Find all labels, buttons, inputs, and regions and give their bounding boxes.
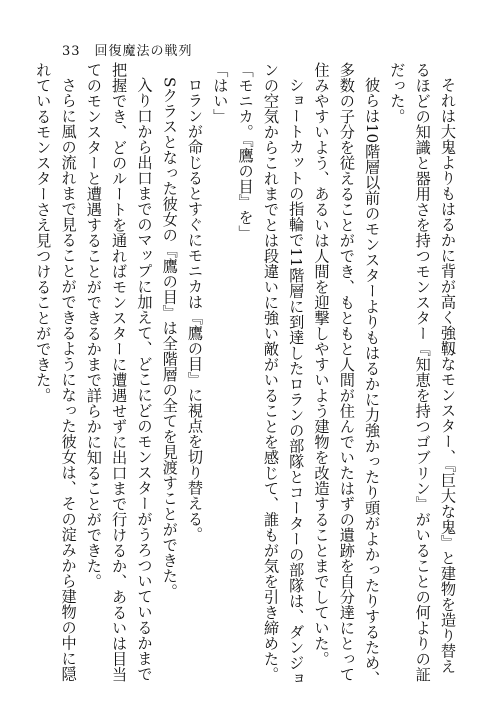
text-line: 「はい」 bbox=[211, 62, 230, 124]
text-line: 「モニカ。『鷹の目』を」 bbox=[236, 62, 255, 241]
text-line: てのモンスターと遭遇することができるかまで詳らかに知ることができた。 bbox=[84, 62, 103, 589]
text-line: ショートカットの指輪で11階層に到達したロランの部隊とコーターの部隊は、ダンジョ bbox=[287, 77, 306, 687]
text-line: 入り口から出口までのマップに加えて、どこにどのモンスターがうろついているかまで bbox=[135, 77, 154, 682]
running-header bbox=[62, 40, 193, 59]
text-line: さらに風の流れまで見ることができるようになった彼女は、その淀みから建物の中に隠 bbox=[59, 77, 78, 682]
text-line: れているモンスターさえ見つけることができた。 bbox=[34, 62, 53, 403]
text-line: 把握でき、どのルートを通ればモンスターに遭遇せずに出口まで行けるか、あるいは目当 bbox=[110, 62, 129, 682]
page-number: 33 bbox=[62, 44, 81, 59]
text-line: だった。 bbox=[388, 62, 407, 124]
text-line: Sクラスとなった彼女の『鷹の目』は全階層の全てを見渡すことができた。 bbox=[160, 77, 179, 600]
text-line: 彼らは10階層以前のモンスターよりもはるかに力強かったり頭がよかったりするため、 bbox=[363, 77, 382, 687]
text-line: 多数の子分を従えることができ、もともと人間が住んでいたはずの遺跡を自分達にとって bbox=[337, 62, 356, 682]
text-line: ロランが命じるとすぐにモニカは『鷹の目』に視点を切り替える。 bbox=[186, 77, 205, 543]
text-line: ンの空気からこれまでとは段違いに強い敵がいることを感じて、誰もが気を引き締めた。 bbox=[261, 62, 280, 682]
text-line: るほどの知識と器用さを持つモンスター『知恵を持つゴブリン』がいることの何よりの証 bbox=[413, 62, 432, 682]
text-line: 住みやすいよう、あるいは人間を迎撃しやすいよう建物を改造することまでしていた。 bbox=[312, 62, 331, 667]
text-line: それは大鬼よりもはるかに背が高く強靱なモンスター、『巨大な鬼』と建物を造り替え bbox=[439, 77, 457, 675]
book-title: 回復魔法の戦列 bbox=[94, 44, 193, 59]
vertical-body-text bbox=[34, 62, 460, 687]
